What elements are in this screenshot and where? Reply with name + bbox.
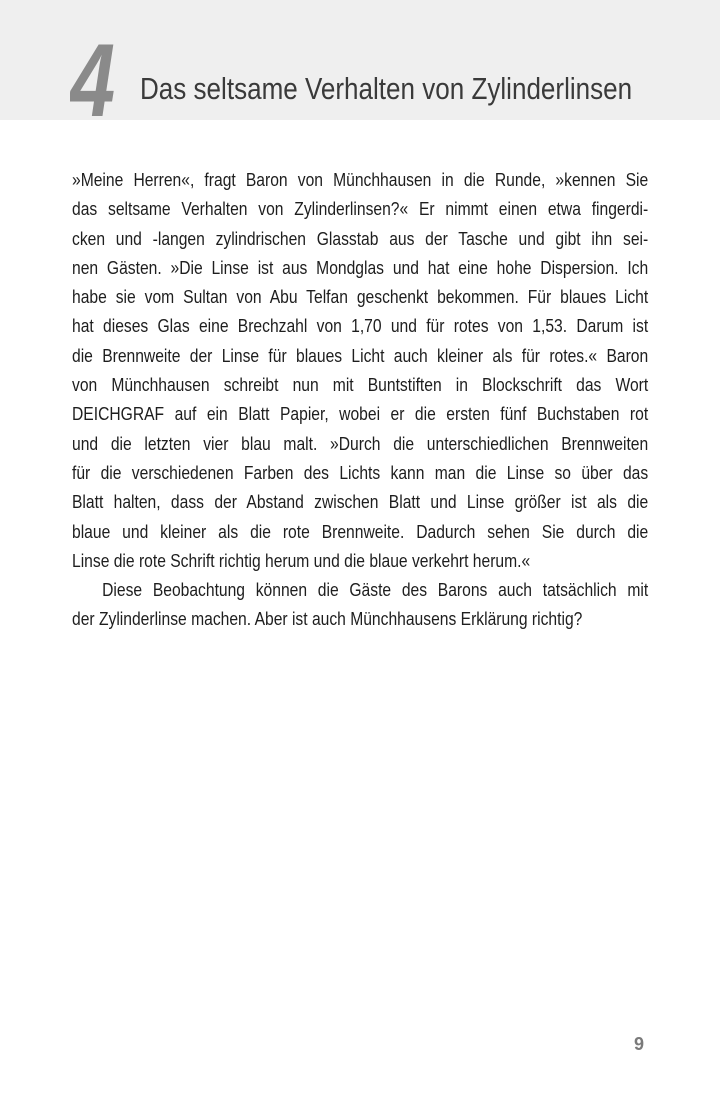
text-line: nen Gästen. »Die Linse ist aus Mondglas und hat eine hohe Dispersion. Ich	[72, 257, 649, 278]
text-line: Diese Beobachtung können die Gäste des Barons auch tatsächlich mit	[102, 580, 649, 601]
text-line: habe sie vom Sultan von Abu Telfan geschenkt bekommen. Für blaues Licht	[72, 287, 649, 308]
text-line: »Meine Herren«, fragt Baron von Münchhausen in die Runde, »kennen Sie	[72, 170, 649, 190]
chapter-header-band	[0, 0, 720, 126]
text-line: und die letzten vier blau malt. »Durch die unterschiedlichen Brennweiten	[72, 433, 649, 454]
text-line: blaue und kleiner als die rote Brennweite. Dadurch sehen Sie durch die	[72, 521, 649, 542]
text-line: der Zylinderlinse machen. Aber ist auch Münchhausens Erklärung richtig?	[72, 609, 583, 630]
text-line: von Münchhausen schreibt nun mit Buntstiften in Blockschrift das Wort	[72, 375, 649, 396]
text-line: hat dieses Glas eine Brechzahl von 1,70 und für rotes von 1,53. Darum ist	[72, 316, 649, 337]
text-line: Blatt halten, dass der Abstand zwischen Blatt und Linse größer ist als die	[72, 492, 649, 513]
paragraph-2	[72, 576, 648, 635]
chapter-title: Das seltsame Verhalten von Zylinderlinsen	[140, 71, 633, 106]
text-line: Linse die rote Schrift richtig herum und die blaue verkehrt herum.«	[72, 550, 531, 571]
page-number: 9	[634, 1034, 645, 1054]
text-line: für die verschiedenen Farben des Lichts kann man die Linse so über das	[72, 462, 649, 483]
text-line: das seltsame Verhalten von Zylinderlinsen?« Er nimmt einen etwa fingerdi-	[72, 199, 649, 220]
chapter-number: 4	[70, 36, 114, 126]
body-text	[72, 166, 648, 635]
text-line: die Brennweite der Linse für blaues Licht auch kleiner als für rotes.« Baron	[72, 345, 649, 366]
text-line: cken und -langen zylindrischen Glasstab aus der Tasche und gibt ihn sei-	[72, 228, 649, 249]
paragraph-1	[72, 166, 648, 576]
text-line: DEICHGRAF auf ein Blatt Papier, wobei er die ersten fünf Buchstaben rot	[72, 404, 649, 425]
